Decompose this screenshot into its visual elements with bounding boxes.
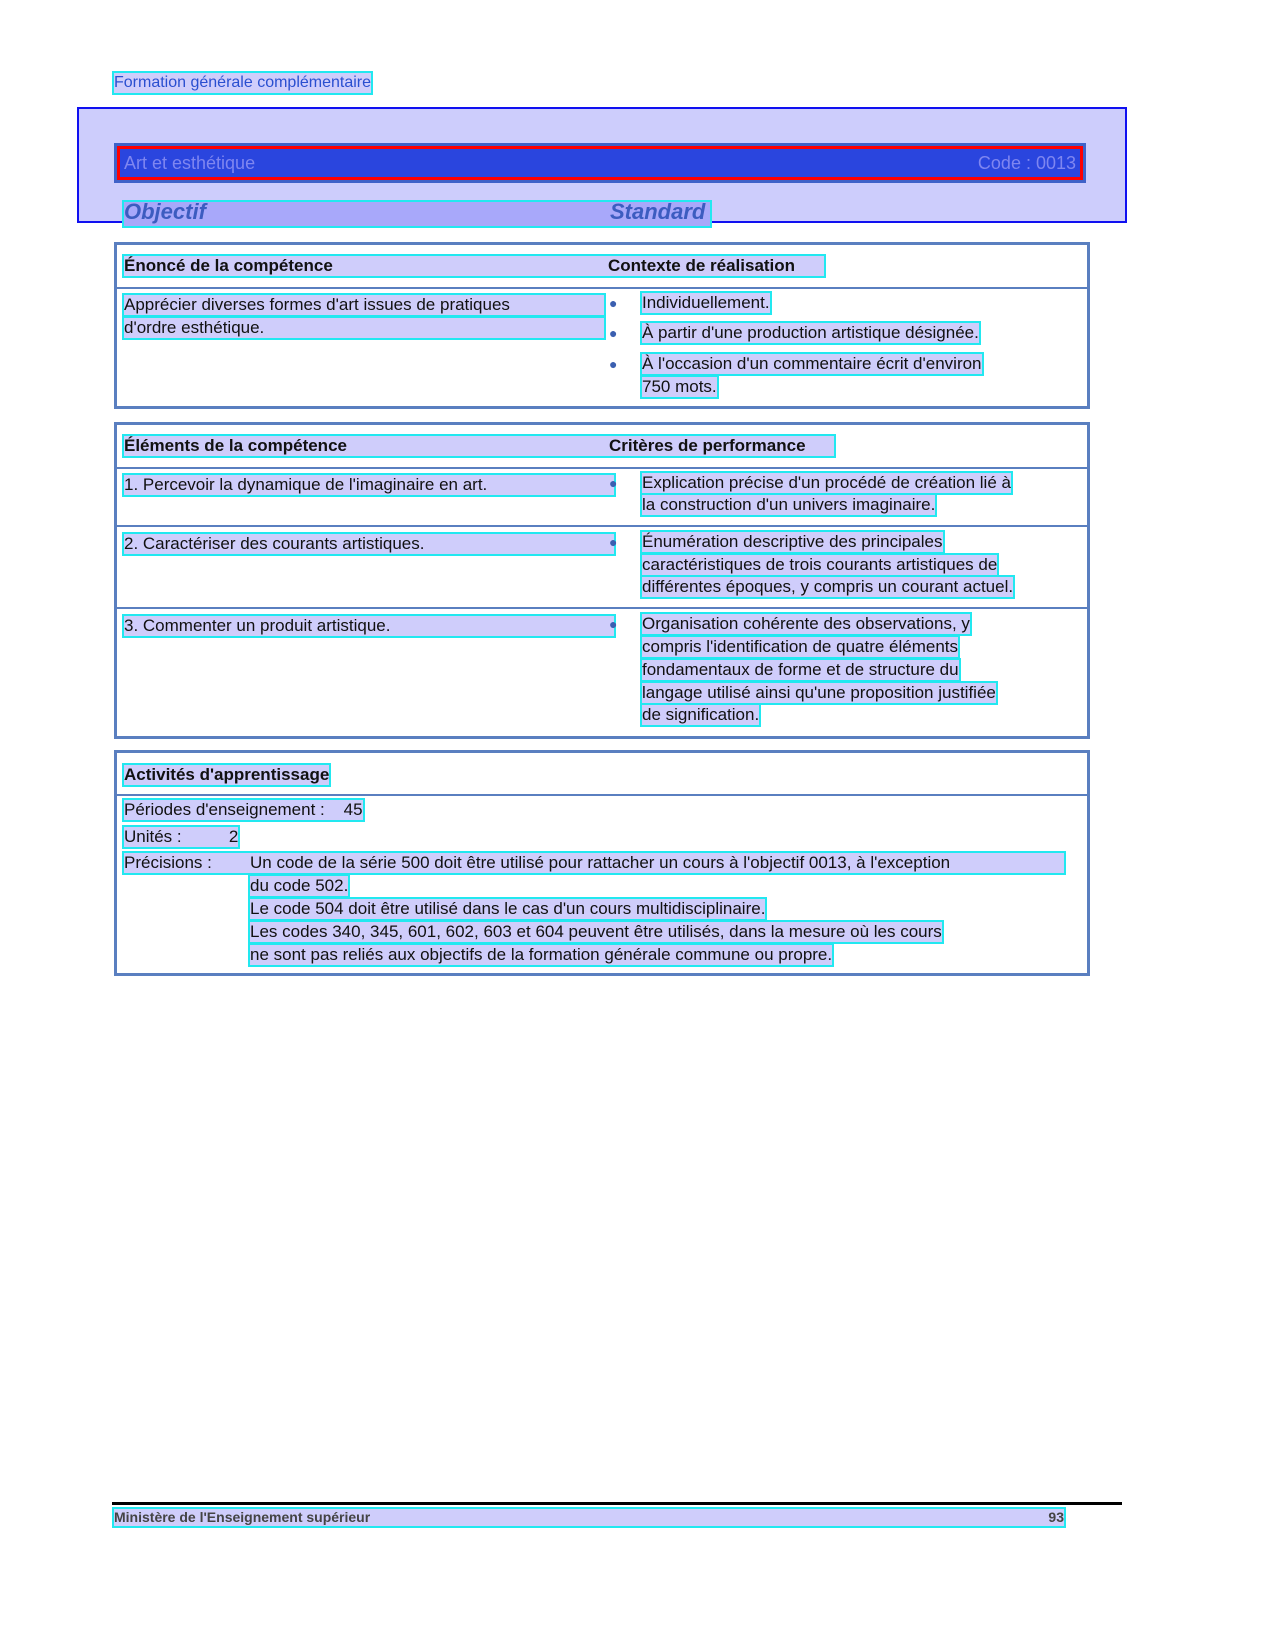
context-item: À l'occasion d'un commentaire écrit d'environ xyxy=(642,354,982,373)
criterion-line: caractéristiques de trois courants artistiques de xyxy=(642,555,998,574)
criterion-line: langage utilisé ainsi qu'une proposition justifiée xyxy=(642,683,996,702)
criterion-line: compris l'identification de quatre éléments xyxy=(642,637,959,656)
criterion-line: Énumération descriptive des principales xyxy=(642,532,943,551)
course-title: Art et esthétique xyxy=(124,153,256,173)
context-item: Individuellement. xyxy=(642,293,770,312)
element-2: 2. Caractériser des courants artistiques. xyxy=(124,534,614,554)
context-heading: Contexte de réalisation xyxy=(608,256,796,275)
program-label: Formation générale complémentaire xyxy=(114,74,372,91)
course-code: Code : 0013 xyxy=(977,153,1076,173)
page-number: 93 xyxy=(1048,1509,1064,1525)
document-page: Formation générale complémentaire Art et esthétique Code : 0013 Objectif Standard Énoncé de la compétence Contexte de réalisation Apprécier diverses formes d'art issues de pratiques d'ordre esthétique. ● Individuellement. ● À partir d'une production artistique désignée. ● À l'occasion d'un commentaire écrit d'environ 750 mots. Éléments de la compétence Critères de performance 1. Percevoir la dynamique de l'imaginaire en art. ● Explication précise d'un procédé de création lié à la construction d'un univers imaginaire. 2. Caractériser des courants artistiques. ● Énumération descriptive des principales caractéristiques de trois courants artistiques de différentes époques, y compris un courant actuel. 3. Commenter un produit artistique. ● Organisation cohérente des observations, y compris l'identification de quatre éléments fondamentaux de forme et de structure du langage utilisé ainsi qu'une proposition justifiée de signification. Activités d'apprentissage Périodes d'enseignement : 45 Unités : 2 Précisions : Un code de la série 500 doit être utilisé pour rattacher un cours à l'objectif 0013, à l'exception du code 502. Le code 504 doit être utilisé dans le cas d'un cours multidisciplinaire. Les codes 340, 345, 601, 602, 603 et 604 peuvent être utilisés, dans la mesure où les cours ne sont pas reliés aux objectifs de la formation générale commune ou propre. Ministère de l'Enseignement supérieur 93 xyxy=(0,0,1275,1651)
element-3: 3. Commenter un produit artistique. xyxy=(124,616,614,636)
precision-line: Le code 504 doit être utilisé dans le cas d'un cours multidisciplinaire. xyxy=(250,899,766,918)
context-item: À partir d'une production artistique désignée. xyxy=(642,323,979,342)
precision-line: du code 502. xyxy=(250,876,349,895)
criterion-line: fondamentaux de forme et de structure du xyxy=(642,660,959,679)
context-item-cont: 750 mots. xyxy=(642,377,717,396)
competence-heading: Énoncé de la compétence xyxy=(124,256,333,275)
activities-heading: Activités d'apprentissage xyxy=(124,765,330,784)
criterion-line: la construction d'un univers imaginaire. xyxy=(642,495,936,514)
element-1: 1. Percevoir la dynamique de l'imaginaire en art. xyxy=(124,475,614,495)
elements-heading: Éléments de la compétence xyxy=(124,436,347,455)
precision-line: Un code de la série 500 doit être utilisé pour rattacher un cours à l'objectif 0013, à l'exception xyxy=(250,853,951,872)
objective-label: Objectif xyxy=(124,199,206,224)
precision-line: Les codes 340, 345, 601, 602, 603 et 604 peuvent être utilisés, dans la mesure où les cours xyxy=(250,922,942,941)
criteria-heading: Critères de performance xyxy=(609,436,806,455)
criterion-line: Explication précise d'un procédé de création lié à xyxy=(642,473,1011,492)
precisions-label: Précisions : xyxy=(124,853,212,872)
precision-line: ne sont pas reliés aux objectifs de la formation générale commune ou propre. xyxy=(250,945,833,964)
footer-rule xyxy=(112,1502,1122,1505)
footer-ministry: Ministère de l'Enseignement supérieur xyxy=(114,1509,371,1525)
criterion-line: de signification. xyxy=(642,705,760,724)
criterion-line: Organisation cohérente des observations, y xyxy=(642,614,970,633)
competence-statement-1: Apprécier diverses formes d'art issues de pratiques xyxy=(124,295,604,315)
periods: Périodes d'enseignement : 45 xyxy=(124,800,363,819)
title-bar xyxy=(114,143,1086,183)
criterion-line: différentes époques, y compris un courant actuel. xyxy=(642,577,1014,596)
units: Unités : 2 xyxy=(124,827,239,846)
standard-label: Standard xyxy=(610,199,706,224)
competence-statement-2: d'ordre esthétique. xyxy=(124,318,604,338)
